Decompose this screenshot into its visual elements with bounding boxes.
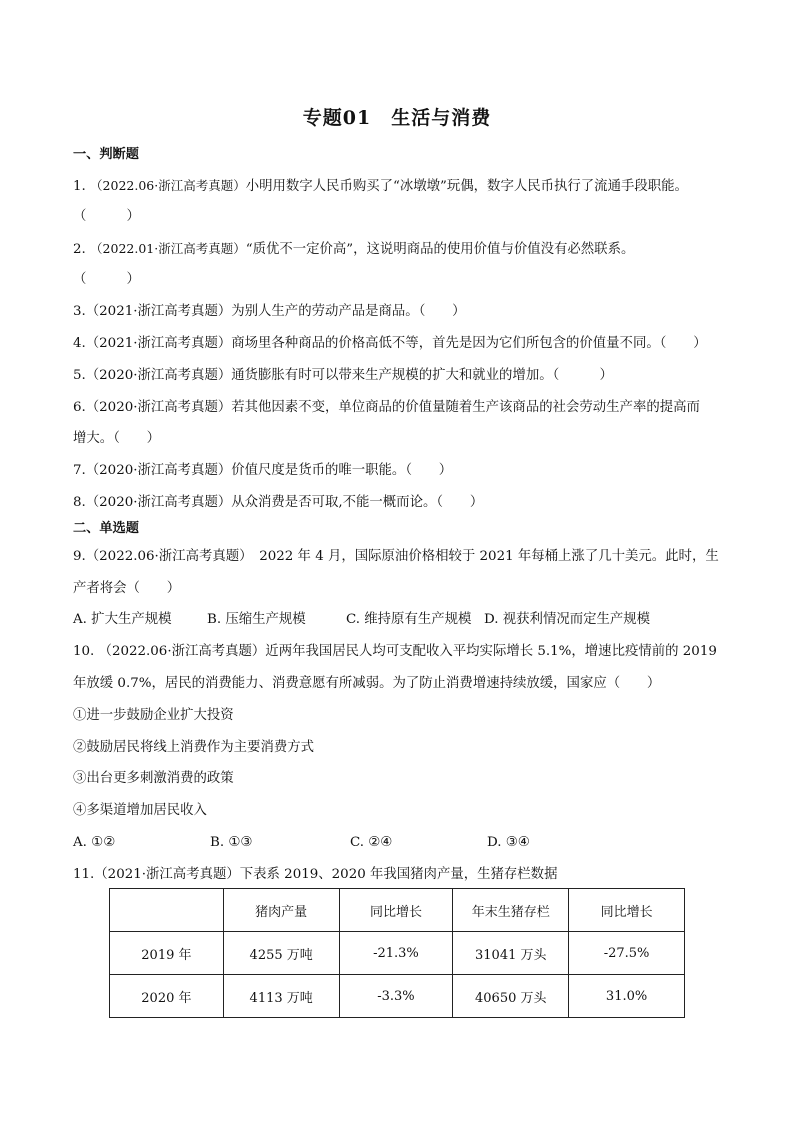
- section-heading-judge: 一、判断题: [73, 147, 139, 162]
- table-cell: 2019 年: [110, 932, 224, 975]
- question-6-line1: 6.（2020·浙江高考真题）若其他因素不变，单位商品的价值量随着生产该商品的社会劳动生产率的提高而: [73, 400, 700, 415]
- question-10-line1: 10. （2022.06·浙江高考真题）近两年我国居民人均可支配收入平均实际增长 5.1%，增速比疫情前的 2019: [73, 644, 717, 659]
- table-cell: 4113 万吨: [223, 975, 339, 1018]
- table-cell: 31041 万头: [453, 932, 569, 975]
- table-header-row: [110, 889, 685, 932]
- table-cell: -27.5%: [569, 932, 685, 975]
- table-row: [110, 975, 685, 1018]
- table-header-cell: 猪肉产量: [223, 889, 339, 932]
- section-heading-single: 二、单选题: [73, 521, 139, 536]
- question-2: [73, 240, 634, 259]
- question-3: 3.（2021·浙江高考真题）为别人生产的劳动产品是商品。（ ）: [73, 304, 466, 319]
- question-8: 8.（2020·浙江高考真题）从众消费是否可取,不能一概而论。（ ）: [73, 495, 484, 510]
- table-cell: 4255 万吨: [223, 932, 339, 975]
- table-cell: -3.3%: [339, 975, 453, 1018]
- option-c[interactable]: C. 维持原有生产规模: [346, 612, 472, 627]
- table-cell: 31.0%: [569, 975, 685, 1018]
- question-10-line2: 年放缓 0.7%，居民的消费能力、消费意愿有所减弱。为了防止消费增速持续放缓，国家应（ ）: [73, 676, 661, 691]
- option-a[interactable]: A. 扩大生产规模: [73, 612, 172, 627]
- table-header-cell: 同比增长: [569, 889, 685, 932]
- question-10-item-3: ③出台更多刺激消费的政策: [73, 771, 234, 786]
- question-number: 1.: [73, 179, 86, 194]
- option-c[interactable]: C. ②④: [350, 835, 393, 850]
- question-4: 4.（2021·浙江高考真题）商场里各种商品的价格高低不等，首先是因为它们所包含的价值量不同。（ ）: [73, 336, 707, 351]
- question-10-item-1: ①进一步鼓励企业扩大投资: [73, 708, 234, 723]
- table-cell: 2020 年: [110, 975, 224, 1018]
- question-1: [73, 177, 688, 196]
- question-11: 11.（2021·浙江高考真题）下表系 2019、2020 年我国猪肉产量，生猪存栏数据: [73, 867, 558, 882]
- table-header-cell: 年末生猪存栏: [453, 889, 569, 932]
- table-cell: 40650 万头: [453, 975, 569, 1018]
- option-a[interactable]: A. ①②: [73, 835, 116, 850]
- question-10-item-2: ②鼓励居民将线上消费作为主要消费方式: [73, 740, 315, 755]
- table-cell: -21.3%: [339, 932, 453, 975]
- question-6-line2: 增大。（ ）: [73, 431, 161, 446]
- data-table: [109, 888, 685, 1018]
- question-10-item-4: ④多渠道增加居民收入: [73, 803, 207, 818]
- question-7: 7.（2020·浙江高考真题）价值尺度是货币的唯一职能。（ ）: [73, 463, 453, 478]
- question-text: “质优不一定价高”，这说明商品的使用价值与价值没有必然联系。: [245, 242, 635, 257]
- page-title: 专题01 生活与消费: [302, 107, 492, 129]
- question-9-line2: 产者将会（ ）: [73, 581, 181, 596]
- option-b[interactable]: B. 压缩生产规模: [207, 612, 306, 627]
- question-source: （2022.06·浙江高考真题）: [90, 178, 246, 193]
- option-d[interactable]: D. 视获利情况而定生产规模: [484, 612, 651, 627]
- question-number: 2.: [73, 242, 86, 257]
- question-9-line1: 9.（2022.06·浙江高考真题） 2022 年 4 月，国际原油价格相较于 2021 年每桶上涨了几十美元。此时，生: [73, 549, 719, 564]
- option-b[interactable]: B. ①③: [210, 835, 253, 850]
- question-source: （2022.01·浙江高考真题）: [90, 241, 246, 256]
- answer-blank-2[interactable]: （ ）: [73, 272, 140, 287]
- table-row: [110, 932, 685, 975]
- answer-blank-1[interactable]: （ ）: [73, 209, 140, 224]
- table-header-cell: 同比增长: [339, 889, 453, 932]
- question-5: 5.（2020·浙江高考真题）通货膨胀有时可以带来生产规模的扩大和就业的增加。（ ）: [73, 368, 613, 383]
- question-text: 小明用数字人民币购买了“冰墩墩”玩偶，数字人民币执行了流通手段职能。: [245, 179, 688, 194]
- table-header-cell: [110, 889, 224, 932]
- option-d[interactable]: D. ③④: [487, 835, 530, 850]
